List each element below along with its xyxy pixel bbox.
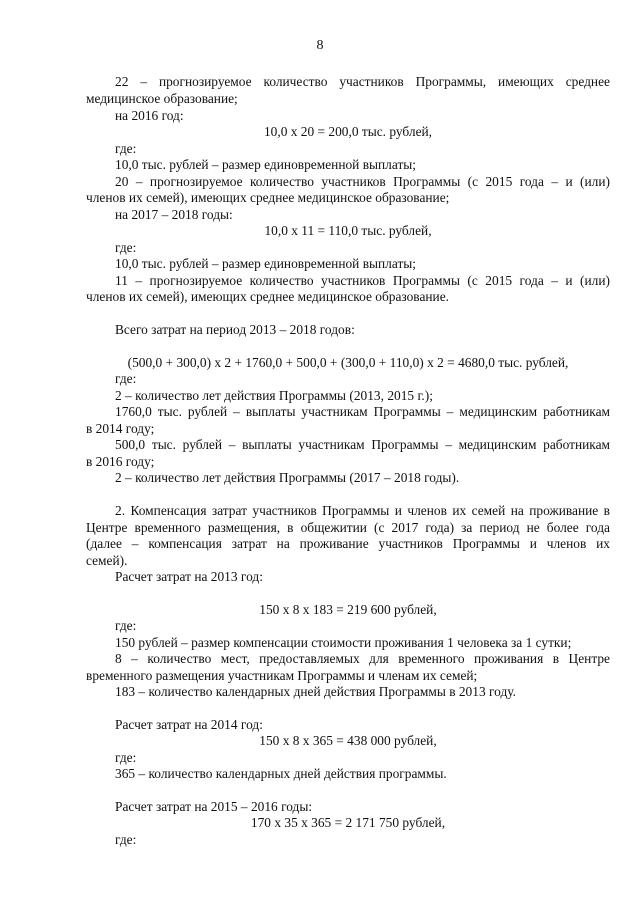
text-line: Центре временного размещения, в общежитии (с 2017 года) за период не более года (86, 520, 610, 535)
text-line: в 2014 году; (86, 421, 155, 436)
formula-line: 10,0 х 11 = 110,0 тыс. рублей, (264, 223, 432, 238)
text-line: где: (115, 371, 137, 386)
formula-line: (500,0 + 300,0) х 2 + 1760,0 + 500,0 + (300,0 + 110,0) х 2 = 4680,0 тыс. рублей, (127, 355, 569, 370)
text-line: (далее – компенсация затрат на проживание участников Программы и членов их (86, 536, 610, 551)
text-line: Расчет затрат на 2014 год: (115, 717, 263, 732)
text-line: 365 – количество календарных дней действия программы. (115, 766, 447, 781)
formula-line: 10,0 х 20 = 200,0 тыс. рублей, (263, 124, 433, 139)
text-line: на 2017 – 2018 годы: (115, 207, 233, 222)
text-line: 2 – количество лет действия Программы (2013, 2015 г.); (115, 388, 433, 403)
text-line: 11 – прогнозируемое количество участников Программы (с 2015 года – и (или) (115, 273, 610, 288)
text-line: Расчет затрат на 2015 – 2016 годы: (115, 799, 313, 814)
text-line: 183 – количество календарных дней действия Программы в 2013 году. (115, 684, 516, 699)
formula-line: 150 х 8 х 183 = 219 600 рублей, (259, 602, 437, 617)
text-line: 10,0 тыс. рублей – размер единовременной выплаты; (115, 256, 417, 271)
text-line: где: (115, 240, 137, 255)
text-line: 1760,0 тыс. рублей – выплаты участникам Программы – медицинским работникам (115, 404, 610, 419)
text-line: семей). (86, 553, 128, 568)
text-line: 2. Компенсация затрат участников Программы и членов их семей на проживание в (115, 503, 610, 518)
text-line: членов их семей), имеющих среднее медицинское образование. (86, 289, 450, 304)
text-line: 20 – прогнозируемое количество участников Программы (с 2015 года – и (или) (115, 174, 610, 189)
text-line: в 2016 году; (86, 454, 155, 469)
text-line: Расчет затрат на 2013 год: (115, 569, 263, 584)
formula-line: 170 х 35 х 365 = 2 171 750 рублей, (250, 815, 446, 830)
text-line: Всего затрат на период 2013 – 2018 годов: (115, 322, 355, 337)
page-number: 8 (316, 38, 324, 53)
text-line: 22 – прогнозируемое количество участников Программы, имеющих среднее (115, 74, 610, 89)
text-line: где: (115, 618, 137, 633)
text-line: членов их семей), имеющих среднее медицинское образование; (86, 190, 450, 205)
text-line: 150 рублей – размер компенсации стоимости проживания 1 человека за 1 сутки; (115, 635, 572, 650)
text-line: на 2016 год: (115, 108, 184, 123)
text-line: временного размещения участникам Программы и членам их семей; (86, 668, 478, 683)
text-line: где: (115, 832, 137, 847)
formula-line: 150 х 8 х 365 = 438 000 рублей, (259, 733, 437, 748)
text-line: 500,0 тыс. рублей – выплаты участникам Программы – медицинским работникам (115, 437, 610, 452)
text-line: 2 – количество лет действия Программы (2017 – 2018 годы). (115, 470, 460, 485)
text-line: 8 – количество мест, предоставляемых для временного проживания в Центре (115, 651, 610, 666)
text-line: где: (115, 141, 137, 156)
text-line: 10,0 тыс. рублей – размер единовременной выплаты; (115, 157, 417, 172)
text-line: где: (115, 750, 137, 765)
text-line: медицинское образование; (86, 91, 238, 106)
